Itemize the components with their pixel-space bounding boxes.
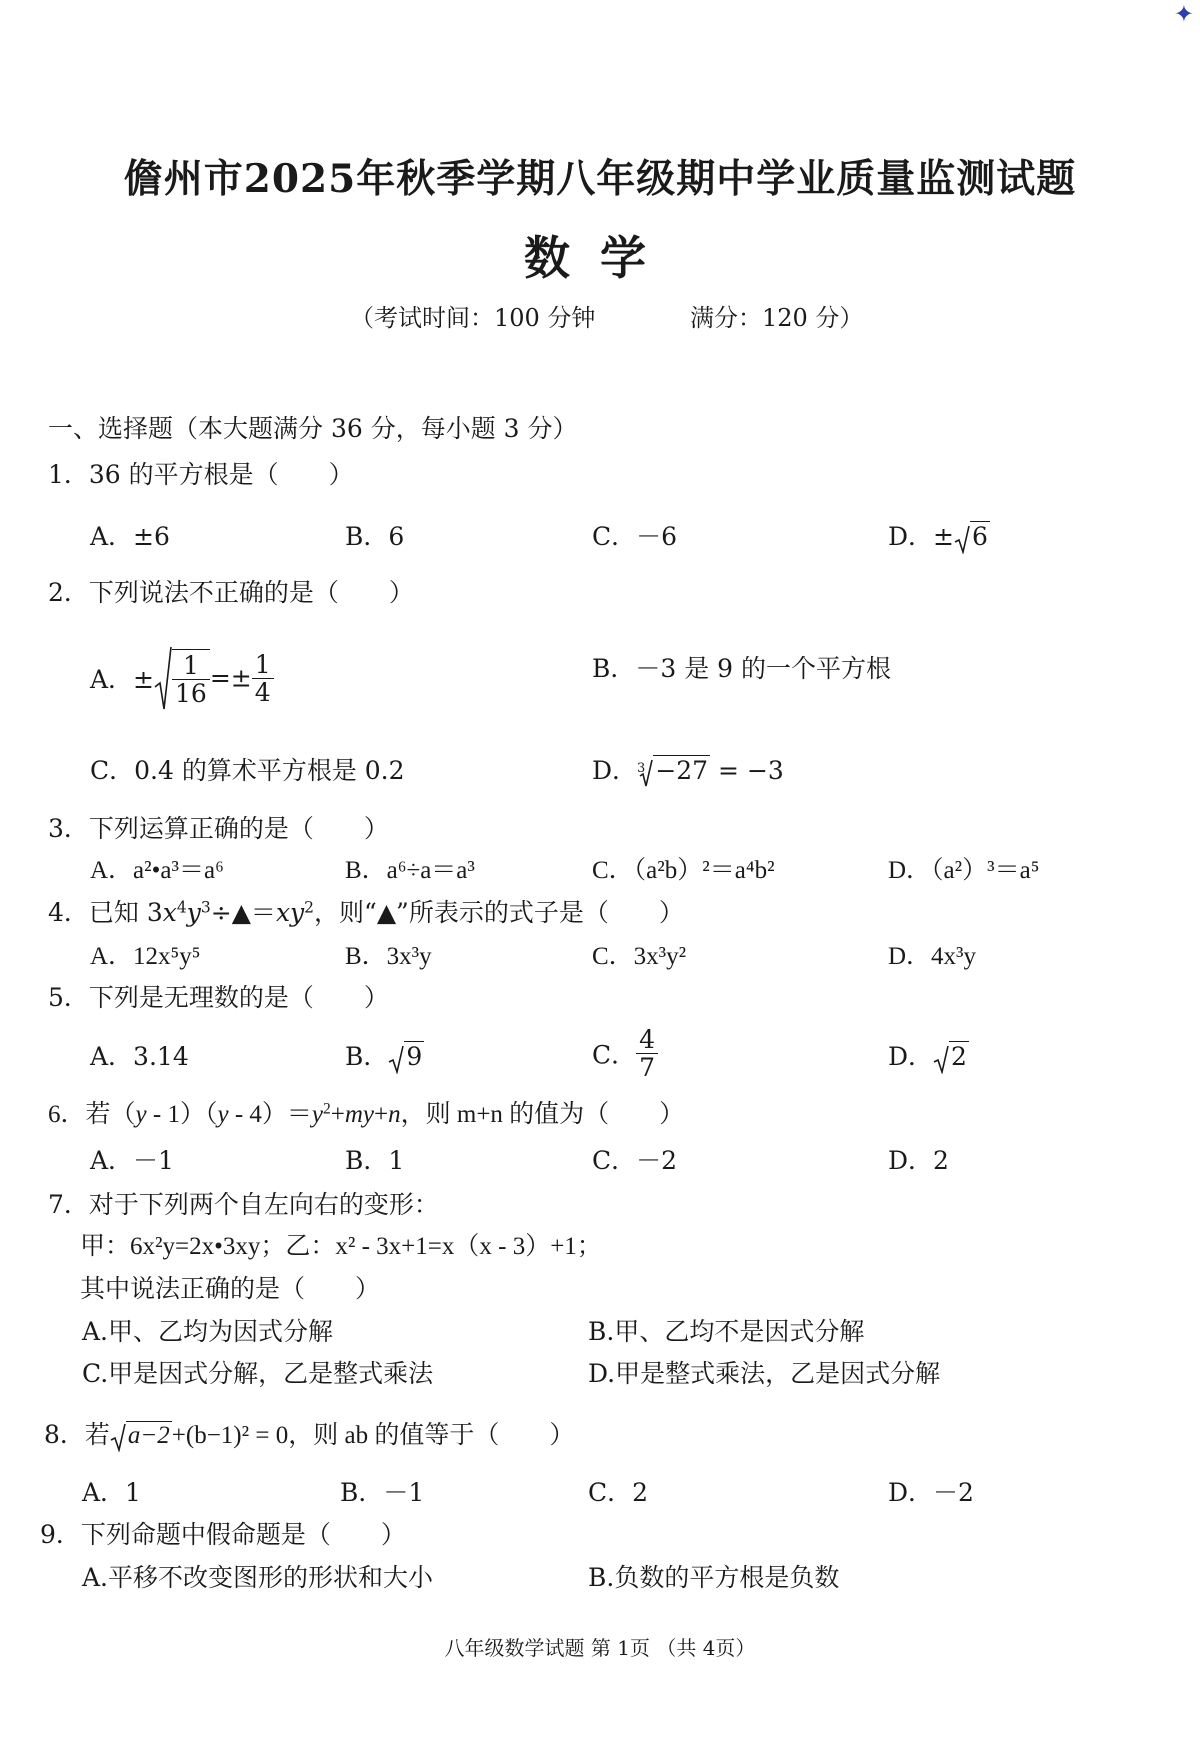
- q9-option-a: A.平移不改变图形的形状和大小: [82, 1563, 434, 1592]
- q3-option-c: C．（a²b）²＝a⁴b²: [592, 857, 775, 884]
- q1-option-b: B．6: [345, 522, 405, 551]
- corner-ink-mark: ✦: [1173, 0, 1194, 28]
- q2-option-a: [90, 645, 274, 711]
- q6-stem-tail: ，则 m+n 的值为（ ）: [400, 1101, 685, 1128]
- q5-c-denominator: 7: [639, 1053, 656, 1082]
- q2-d-prefix: D．: [592, 756, 638, 785]
- q5-c-prefix: C．: [592, 1040, 637, 1070]
- q5-option-b: [345, 1040, 424, 1074]
- question-7-stem: 7．对于下列两个自左向右的变形：: [48, 1190, 439, 1219]
- q6-option-a: A．－1: [90, 1146, 174, 1175]
- q7-option-c: C.甲是因式分解，乙是整式乘法: [82, 1359, 434, 1388]
- q5-option-d: [888, 1040, 969, 1074]
- q4-option-b: B．3x³y: [345, 943, 432, 970]
- q2-d-radicand: −27: [655, 756, 709, 785]
- q2-option-d: [592, 754, 784, 788]
- q2-a-numerator: 1: [172, 652, 210, 680]
- q1-d-radicand: 6: [972, 522, 988, 551]
- section-heading: 一、选择题（本大题满分 36 分，每小题 3 分）: [48, 414, 578, 443]
- question-4-stem: 4．已知 $3x^4y^3\div▲=xy^2$，则“▲”所表示的式子是（ ）: [48, 898, 684, 927]
- q5-b-radicand: 9: [406, 1042, 423, 1071]
- sqrt-symbol-icon: [388, 1044, 404, 1074]
- question-6-stem: 6．若$(y - 1)(y - 4)=y^2+my+n$，则 m+n 的值为（ ）: [48, 1100, 685, 1128]
- q5-c-numerator: 4: [636, 1026, 658, 1054]
- cube-root-symbol-icon: [639, 758, 653, 788]
- q8-option-b: B．－1: [340, 1478, 425, 1507]
- sqrt-symbol-icon: [954, 524, 970, 554]
- q1-d-prefix: D．±: [888, 522, 954, 551]
- q8-stem-mid: +(b−1)² = 0，则 ab 的值等于（ ）: [171, 1422, 575, 1449]
- question-5-stem: 5．下列是无理数的是（ ）: [48, 983, 389, 1012]
- q4-option-c: C．3x³y²: [592, 943, 687, 970]
- q4-stem-post: ，则“▲”所表示的式子是（ ）: [314, 898, 684, 927]
- q6-option-b: B．1: [345, 1146, 405, 1175]
- q2-d-equals: = −3: [718, 756, 784, 785]
- q7-option-a: A.甲、乙均为因式分解: [82, 1317, 334, 1346]
- sqrt-symbol-icon: [110, 1422, 126, 1452]
- q2-a-fraction: [172, 649, 210, 707]
- exam-title: 儋州市2025年秋季学期八年级期中学业质量监测试题: [123, 156, 1077, 202]
- q8-stem-pre: 8．若: [44, 1420, 110, 1449]
- q2-a-numerator-2: 1: [252, 651, 274, 679]
- q7-option-d: D.甲是整式乘法，乙是因式分解: [588, 1359, 941, 1388]
- q4-option-d: D．4x³y: [888, 943, 977, 970]
- q8-option-a: A．1: [82, 1478, 141, 1507]
- question-7-expressions: 甲：6x²y=2x•3xy；乙：x² - 3x+1=x（x - 3）+1；: [80, 1233, 602, 1260]
- q3-option-b: B．a⁶÷a＝a³: [345, 857, 475, 884]
- q5-c-fraction: [636, 1026, 658, 1081]
- q2-a-prefix: A．±: [90, 665, 155, 694]
- question-7-prompt: 其中说法正确的是（ ）: [80, 1274, 381, 1303]
- sqrt-symbol-icon: [933, 1044, 949, 1074]
- question-9-stem: 9．下列命题中假命题是（ ）: [40, 1520, 406, 1549]
- q5-b-prefix: B．: [345, 1042, 389, 1071]
- q2-a-fraction-2: [252, 651, 274, 706]
- q5-d-prefix: D．: [888, 1042, 934, 1071]
- q2-option-c: C．0.4 的算术平方根是 0.2: [90, 756, 405, 785]
- sqrt-symbol-icon: [154, 645, 172, 711]
- q6-option-c: C．－2: [592, 1146, 678, 1175]
- question-2-stem: 2．下列说法不正确的是（ ）: [48, 578, 414, 607]
- q8-option-d: D．－2: [888, 1478, 974, 1507]
- q2-d-root-index: 3: [637, 760, 646, 776]
- page-footer: 八年级数学试题 第 1页 （共 4页）: [444, 1636, 756, 1660]
- q3-option-d: D．（a²）³＝a⁵: [888, 857, 1040, 884]
- question-3-stem: 3．下列运算正确的是（ ）: [48, 814, 389, 843]
- q1-option-c: C．－6: [592, 522, 678, 551]
- q2-a-equals: =±: [209, 663, 252, 693]
- q7-option-b: B.甲、乙均不是因式分解: [588, 1317, 865, 1346]
- q6-option-d: D．2: [888, 1146, 949, 1175]
- q8-option-c: C．2: [588, 1478, 649, 1507]
- q1-option-d: [888, 520, 990, 554]
- q2-option-b: B．－3 是 9 的一个平方根: [592, 654, 892, 683]
- q2-a-denominator: 16: [175, 679, 207, 708]
- q2-a-denominator-2: 4: [254, 677, 271, 707]
- q5-option-c: [592, 1026, 658, 1081]
- q5-d-radicand: 2: [951, 1042, 967, 1071]
- q1-option-a: A．±6: [90, 522, 170, 551]
- question-1-stem: 1．36 的平方根是（ ）: [48, 460, 354, 489]
- q4-stem-pre: 4．已知 3: [48, 898, 163, 927]
- q9-option-b: B.负数的平方根是负数: [588, 1563, 840, 1592]
- q3-option-a: A．a²•a³＝a⁶: [90, 857, 224, 884]
- q8-radicand: a−2: [127, 1422, 170, 1449]
- q4-option-a: A．12x⁵y⁵: [90, 943, 201, 970]
- exam-subject: 数学: [524, 231, 676, 285]
- q5-option-a: A．3.14: [90, 1042, 189, 1071]
- exam-time: （考试时间：100 分钟: [350, 304, 596, 332]
- full-score: 满分：120 分）: [690, 304, 864, 332]
- question-8-stem: [44, 1418, 574, 1453]
